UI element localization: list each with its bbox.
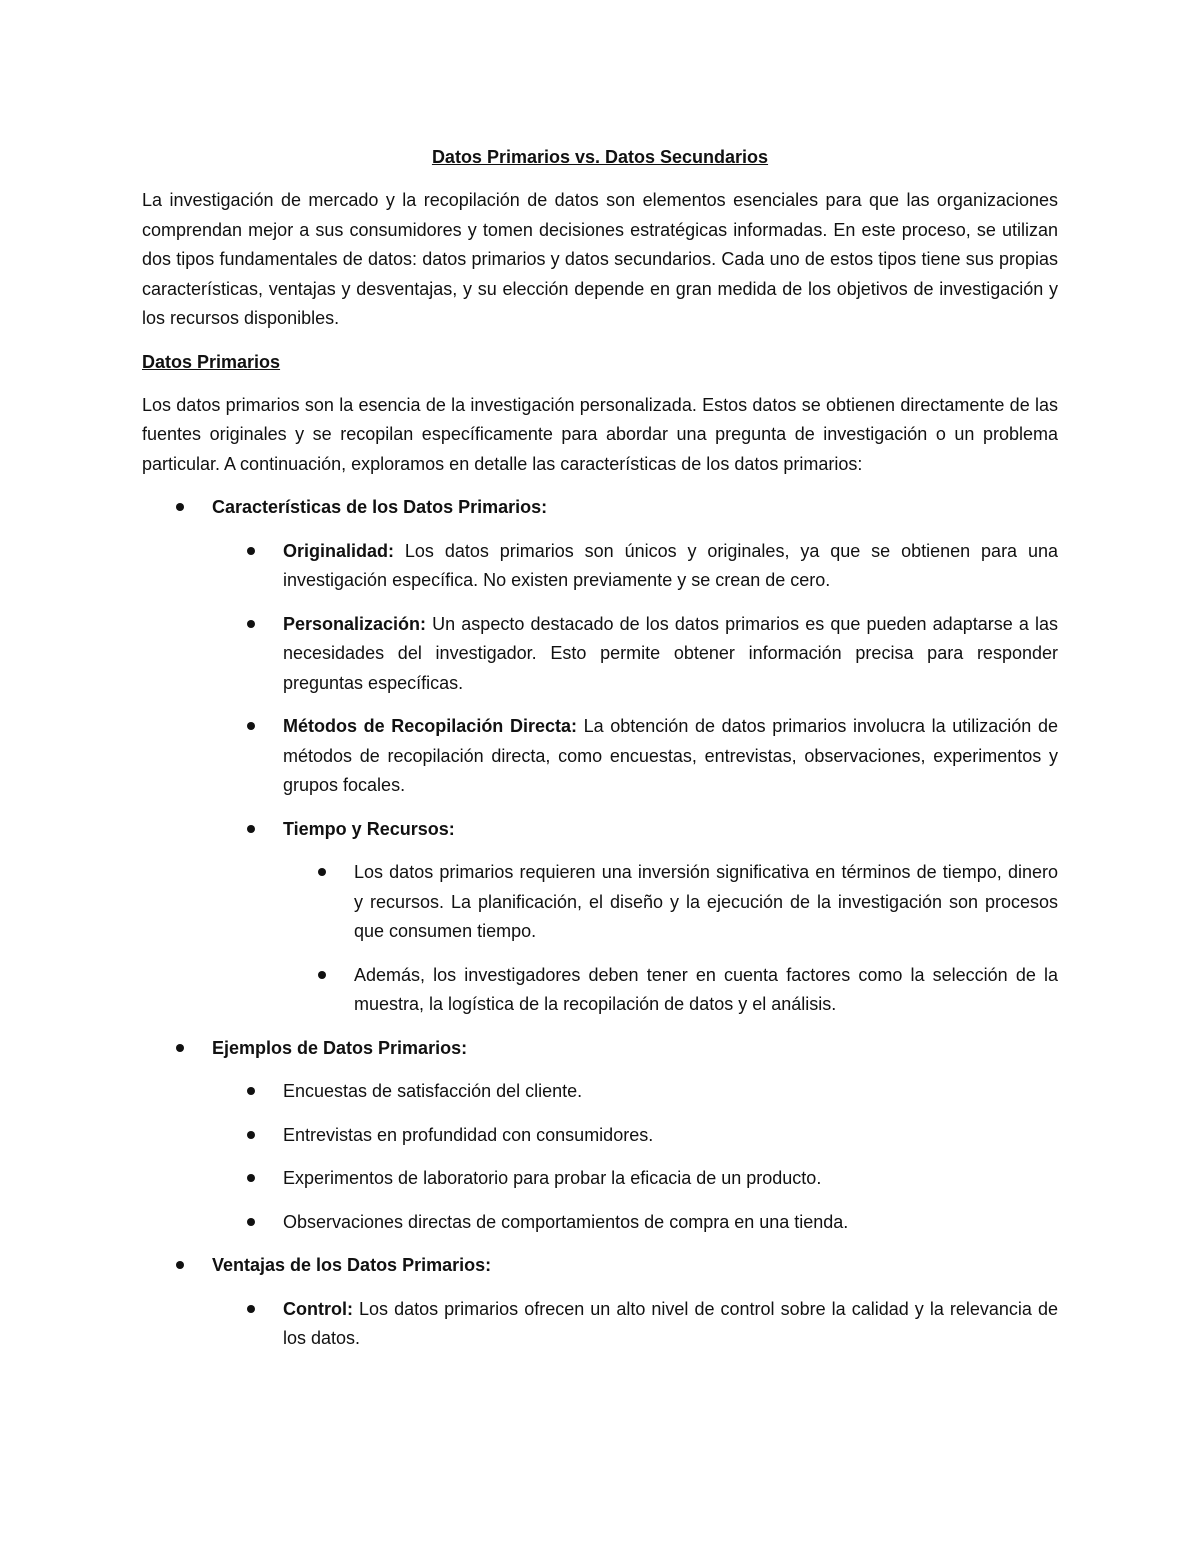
item-text: Además, los investigadores deben tener en cuenta factores como la selección de la muestra, la logística de la recopilación de datos y el análisis. (354, 964, 1058, 1014)
caracteristicas-heading: Características de los Datos Primarios: (212, 497, 548, 517)
item-text: Los datos primarios ofrecen un alto nivel de control sobre la calidad y la relevancia de los datos. (283, 1298, 1058, 1348)
bullet-icon (247, 1305, 255, 1313)
main-bullet-list (142, 493, 1058, 1354)
ventajas-heading: Ventajas de los Datos Primarios: (212, 1255, 492, 1275)
item-text: Los datos primarios requieren una inversión significativa en términos de tiempo, dinero y recursos. La planificación, el diseño y la ejecución de la investigación son procesos que consumen tiempo. (354, 862, 1058, 941)
list-item (142, 1164, 1058, 1194)
item-text: Encuestas de satisfacción del cliente. (283, 1081, 583, 1101)
bullet-icon (247, 1087, 255, 1095)
ventajas-sublist (142, 1295, 1058, 1354)
item-text: Un aspecto destacado de los datos primarios es que pueden adaptarse a las necesidades del investigador. Esto permite obtener información precisa para responder preguntas específicas. (283, 613, 1058, 693)
bullet-icon (318, 971, 326, 979)
item-label: Tiempo y Recursos: (283, 818, 455, 839)
list-item-ventajas (142, 1251, 1058, 1354)
bullet-icon (247, 547, 255, 555)
ejemplos-sublist (142, 1077, 1058, 1237)
document-title: Datos Primarios vs. Datos Secundarios (431, 147, 769, 167)
list-item-metodos (142, 712, 1058, 801)
item-text: Observaciones directas de comportamientos de compra en una tienda. (283, 1211, 849, 1232)
section-heading-datos-primarios: Datos Primarios (142, 351, 281, 372)
bullet-icon (176, 1261, 184, 1269)
list-item (142, 1121, 1058, 1151)
item-label: Originalidad: (283, 540, 395, 561)
caracteristicas-sublist (142, 537, 1058, 1020)
bullet-icon (247, 1174, 255, 1182)
item-label: Control: (283, 1298, 353, 1319)
item-text: Experimentos de laboratorio para probar la eficacia de un producto. (283, 1168, 822, 1188)
list-item-personalizacion (142, 610, 1058, 699)
item-text: La obtención de datos primarios involucra la utilización de métodos de recopilación directa, como encuestas, entrevistas, observaciones, experimentos y grupos focales. (283, 716, 1058, 795)
item-text: Entrevistas en profundidad con consumidores. (283, 1124, 654, 1145)
bullet-icon (247, 620, 255, 628)
bullet-icon (247, 1218, 255, 1226)
list-item-tiempo-1 (142, 858, 1058, 947)
list-item-originalidad (142, 537, 1058, 596)
list-item-tiempo-2 (142, 961, 1058, 1020)
section-intro-paragraph: Los datos primarios son la esencia de la investigación personalizada. Estos datos se obtienen directamente de las fuentes originales y se recopilan específicamente para abordar una pregunta de investigación o un problema particular. A continuación, exploramos en detalle las características de los datos primarios: (142, 394, 1058, 474)
item-label: Personalización: (283, 613, 427, 634)
bullet-icon (247, 1131, 255, 1139)
item-text: Los datos primarios son únicos y originales, ya que se obtienen para una investigación específica. No existen previamente y se crean de cero. (283, 540, 1058, 590)
bullet-icon (247, 722, 255, 730)
list-item-caracteristicas (142, 493, 1058, 1020)
bullet-icon (176, 503, 184, 511)
intro-paragraph: La investigación de mercado y la recopilación de datos son elementos esenciales para que las organizaciones comprendan mejor a sus consumidores y tomen decisiones estratégicas informadas. En este proceso, se utilizan dos tipos fundamentales de datos: datos primarios y datos secundarios. Cada uno de estos tipos tiene sus propias características, ventajas y desventajas, y su elección depende en gran medida de los objetivos de investigación y los recursos disponibles. (142, 190, 1058, 328)
list-item-control (142, 1295, 1058, 1354)
list-item (142, 1077, 1058, 1107)
item-label: Métodos de Recopilación Directa: (283, 716, 577, 736)
list-item-tiempo (142, 815, 1058, 1020)
list-item (142, 1208, 1058, 1238)
bullet-icon (176, 1044, 184, 1052)
tiempo-sublist (142, 858, 1058, 1020)
bullet-icon (318, 868, 326, 876)
list-item-ejemplos (142, 1034, 1058, 1238)
ejemplos-heading: Ejemplos de Datos Primarios: (212, 1037, 468, 1058)
bullet-icon (247, 825, 255, 833)
document-body (142, 143, 1058, 1368)
